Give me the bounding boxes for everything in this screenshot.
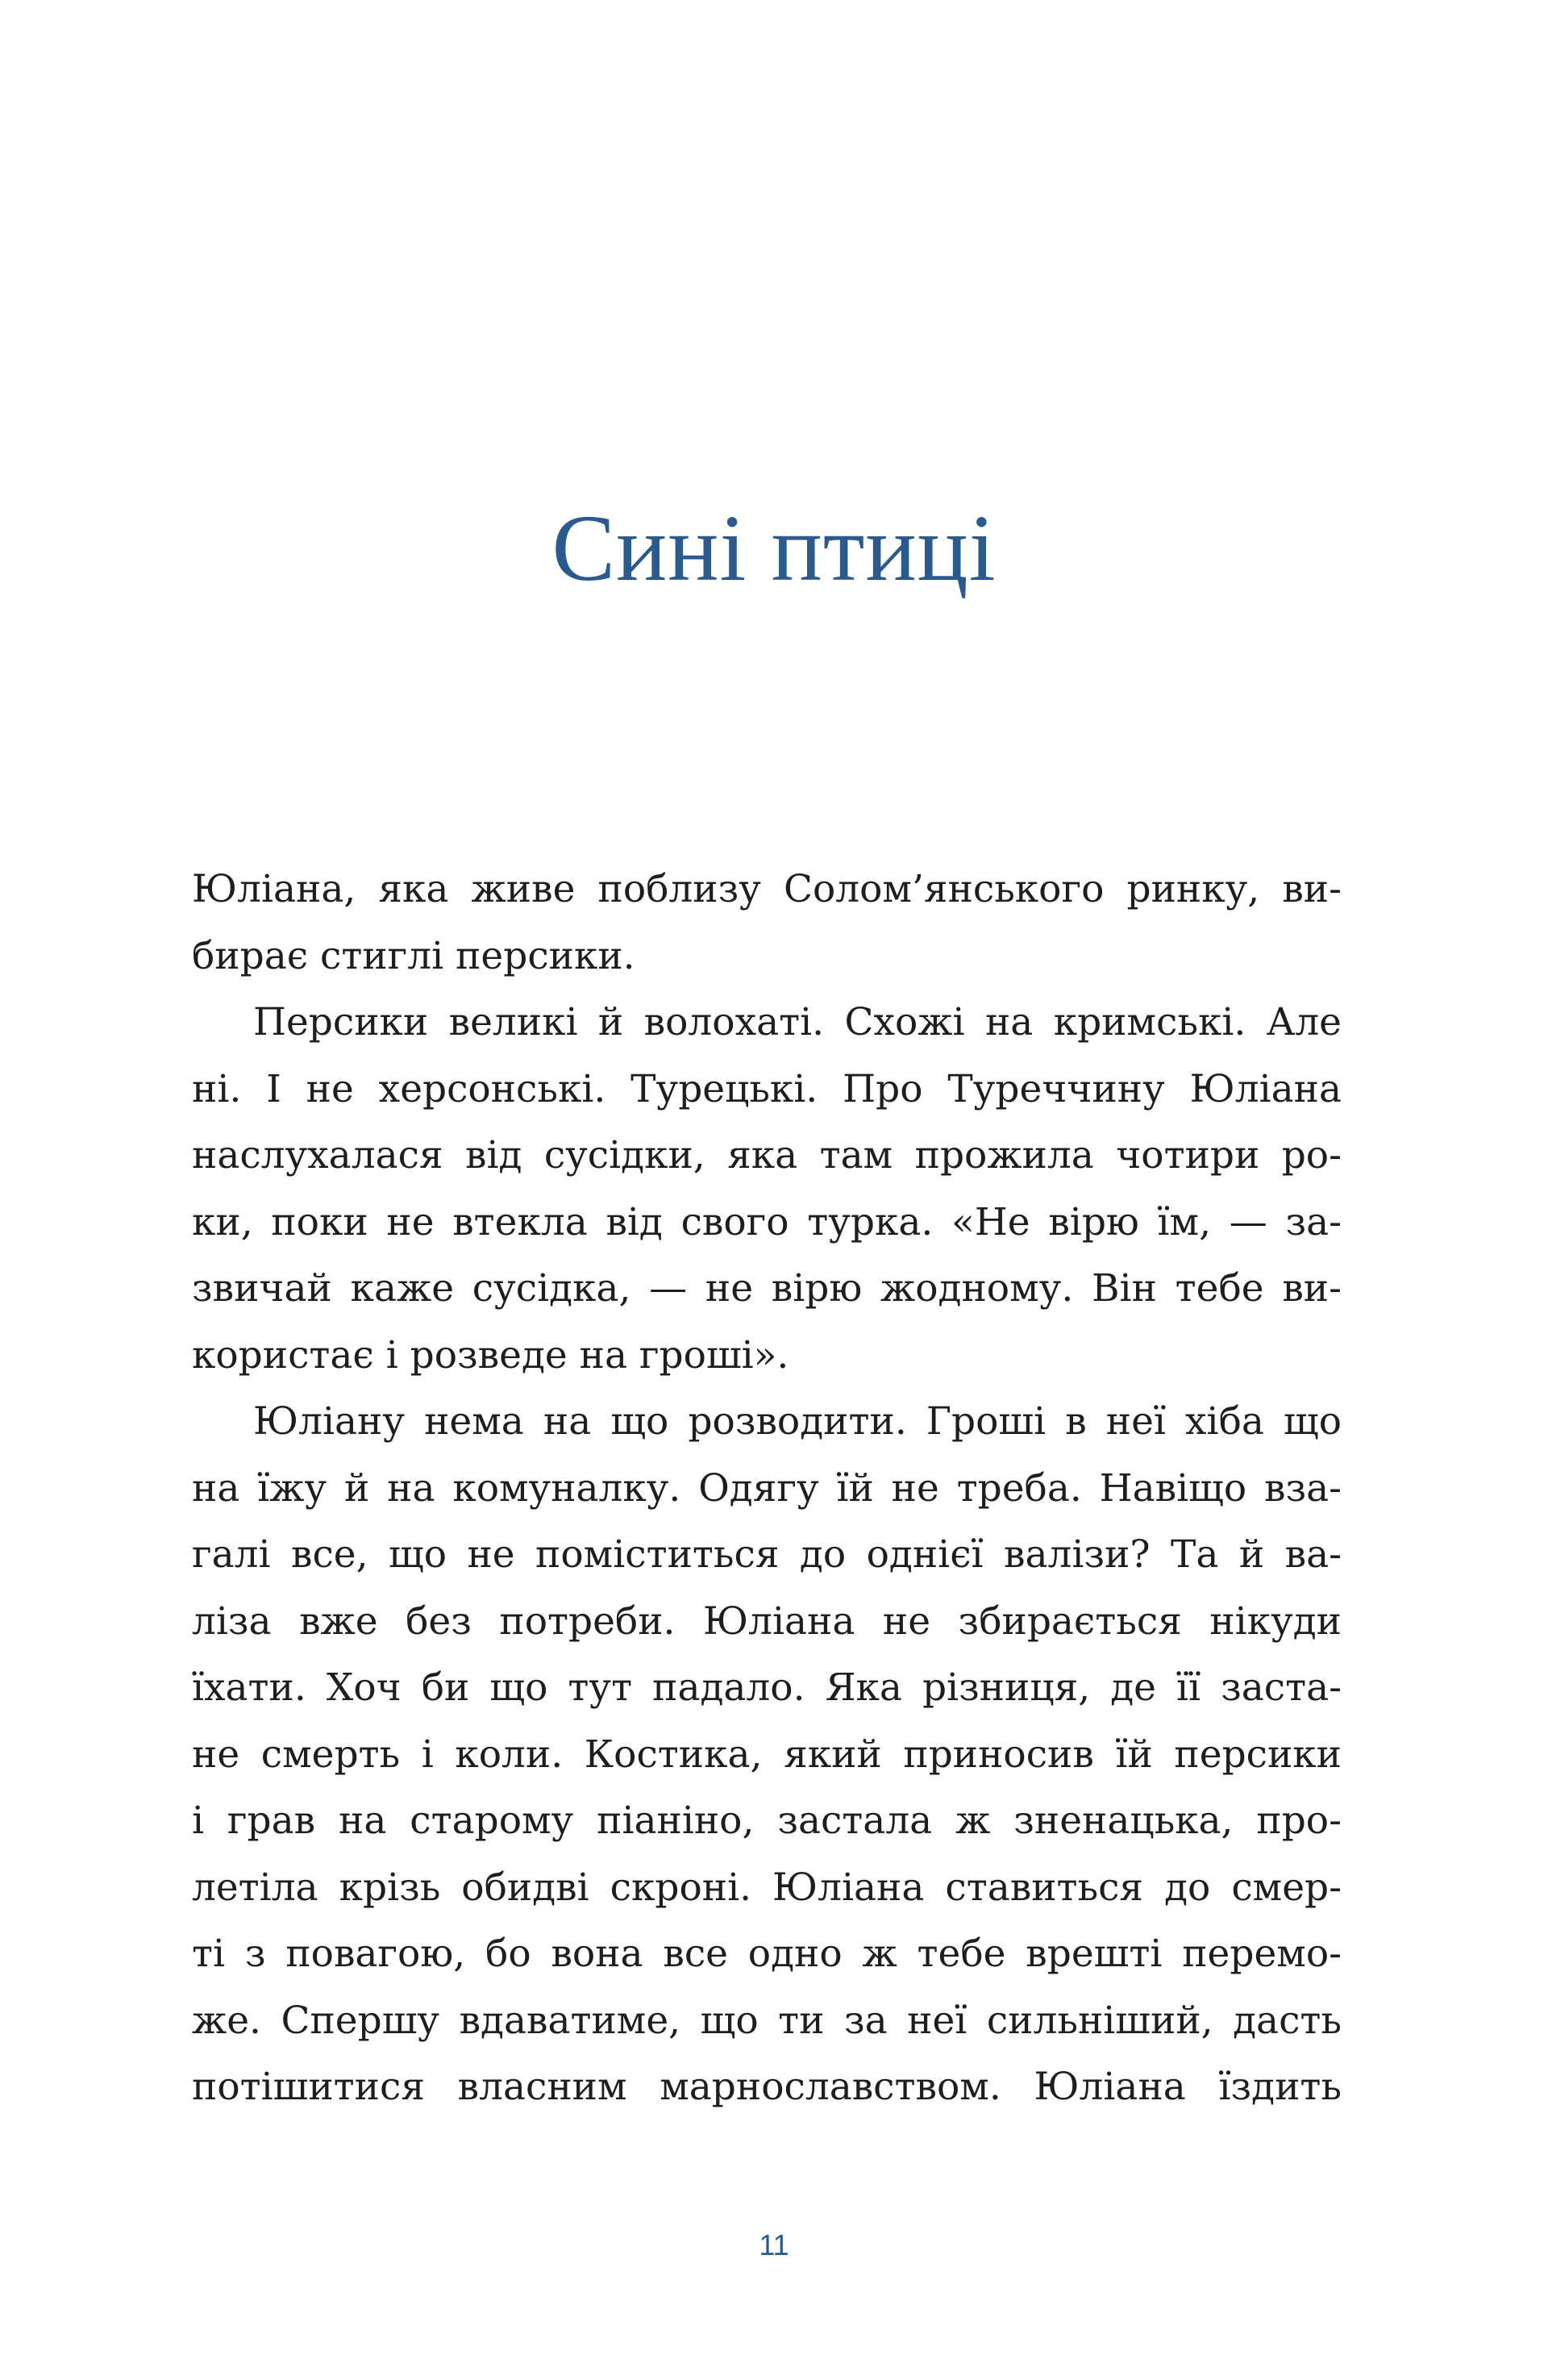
text-line: не смерть і коли. Костика, який приносив їй персики	[192, 1732, 1342, 1777]
text-line: летіла крізь обидві скроні. Юліана ставиться до смер-	[192, 1865, 1342, 1910]
text-line: ні. І не херсонські. Турецькі. Про Туреччину Юліана	[192, 1066, 1342, 1111]
text-line: Юліана, яка живе поблизу Солом’янського ринку, ви-	[192, 867, 1342, 911]
body-text	[192, 857, 1342, 2121]
text-line: ті з повагою, бо вона все одно ж тебе врешті перемо-	[192, 1932, 1342, 1976]
text-line: же. Спершу вдаватиме, що ти за неї сильніший, дасть	[192, 1998, 1342, 2043]
text-line: на їжу й на комуналку. Одягу їй не треба. Навіщо вза-	[192, 1465, 1342, 1511]
text-line: ліза вже без потреби. Юліана не збирається нікуди	[192, 1598, 1342, 1644]
page-number: 11	[759, 2228, 789, 2261]
chapter-title: Сині птиці	[551, 495, 997, 601]
text-line: Юліану нема на що розводити. Гроші в неї хіба що	[253, 1399, 1342, 1444]
text-line: потішитися власним марнославством. Юліана їздить	[192, 2065, 1342, 2109]
text-line: галі все, що не поміститься до однієї валізи? Та й ва-	[192, 1532, 1342, 1577]
text-line: Персики великі й волохаті. Схожі на кримські. Але	[253, 1000, 1342, 1044]
text-line: ки, поки не втекла від свого турка. «Не вірю їм, — за-	[192, 1199, 1342, 1244]
text-line: наслухалася від сусідки, яка там прожила чотири ро-	[192, 1133, 1342, 1177]
text-line: їхати. Хоч би що тут падало. Яка різниця, де її заста-	[192, 1665, 1342, 1710]
text-line: і грав на старому піаніно, застала ж зненацька, про-	[192, 1799, 1342, 1843]
text-line: звичай каже сусідка, — не вірю жодному. Він тебе ви-	[192, 1266, 1342, 1311]
text-line: бирає стиглі персики.	[192, 933, 635, 978]
text-line: користає і розведе на гроші».	[192, 1332, 789, 1378]
